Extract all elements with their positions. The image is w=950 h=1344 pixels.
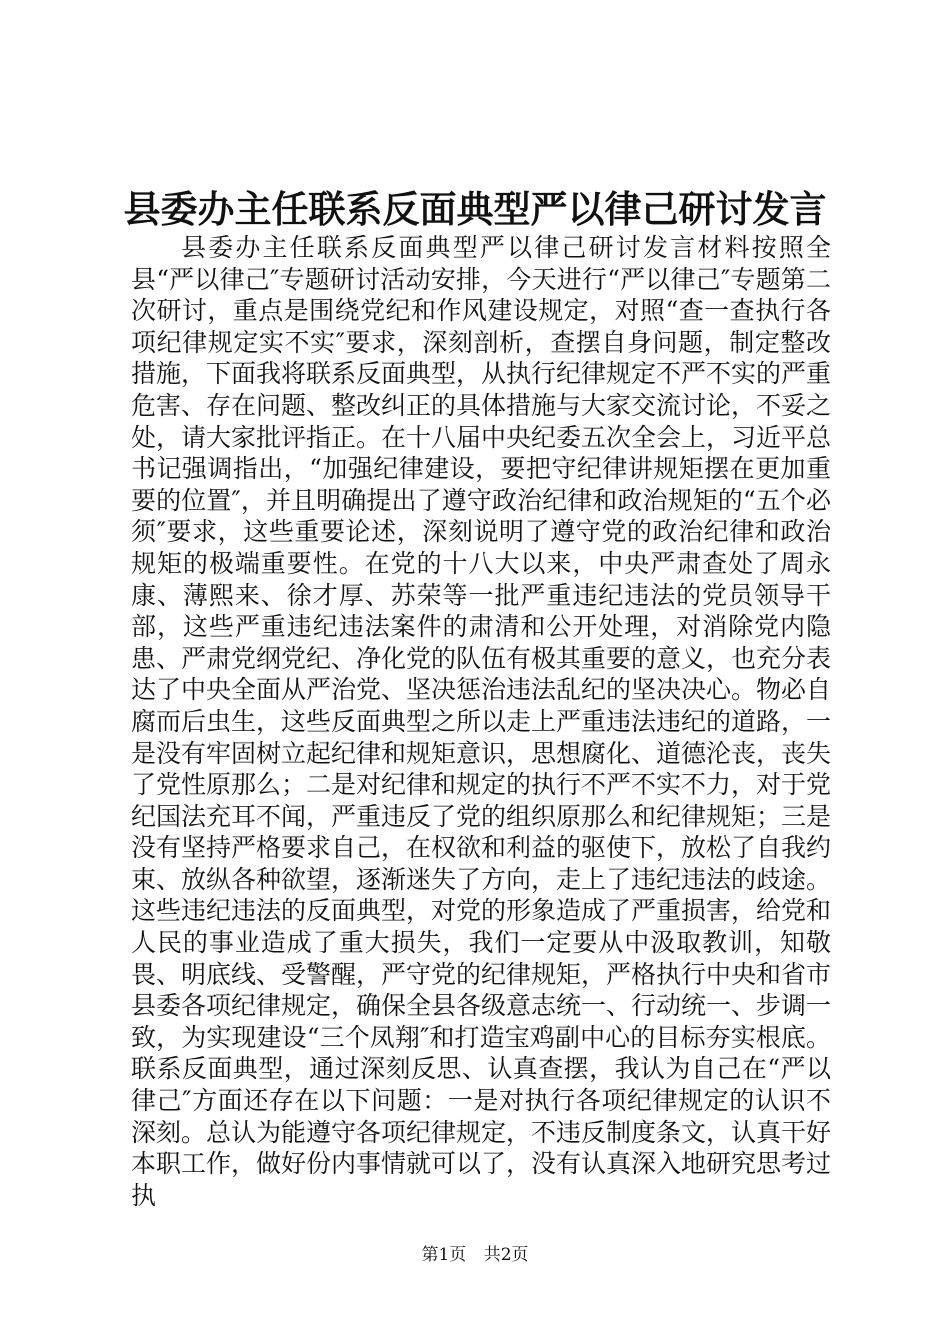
page-number: 第1页: [421, 1245, 467, 1265]
document-body: 县委办主任联系反面典型严以律己研讨发言材料按照全县“严以律己″专题研讨活动安排，今天进行“严以律己″专题第二次研讨，重点是围绕党纪和作风建设规定，对照“查一查执行各项纪律规定实不实″要求，深刻剖析，查摆自身问题，制定整改措施，下面我将联系反面典型，从执行纪律规定不严不实的严重危害、存在问题、整改纠正的具体措施与大家交流讨论，不妥之处，请大家批评指正。在十八届中央纪委五次全会上，习近平总书记强调指出，“加强纪律建设，要把守纪律讲规矩摆在更加重要的位置″，并且明确提出了遵守政治纪律和政治规矩的“五个必须″要求，这些重要论述，深刻说明了遵守党的政治纪律和政治规矩的极端重要性。在党的十八大以来，中央严肃查处了周永康、薄熙来、徐才厚、苏荣等一批严重违纪违法的党员领导干部，这些严重违纪违法案件的肃清和公开处理，对消除党内隐患、严肃党纲党纪、净化党的队伍有极其重要的意义，也充分表达了中央全面从严治党、坚决惩治违法乱纪的坚决决心。物必自腐而后虫生，这些反面典型之所以走上严重违法违纪的道路，一是没有牢固树立起纪律和规矩意识，思想腐化、道德沦丧，丧失了党性原那么；二是对纪律和规定的执行不严不实不力，对于党纪国法充耳不闻，严重违反了党的组织原那么和纪律规矩；三是没有坚持严格要求自己，在权欲和利益的驱使下，放松了自我约束、放纵各种欲望，逐渐迷失了方向，走上了违纪违法的歧途。这些违纪违法的反面典型，对党的形象造成了严重损害，给党和人民的事业造成了重大损失，我们一定要从中汲取教训，知敬畏、明底线、受警醒，严守党的纪律规矩，严格执行中央和省市县委各项纪律规定，确保全县各级意志统一、行动统一、步调一致，为实现建设“三个凤翔″和打造宝鸡副中心的目标夯实根底。联系反面典型，通过深刻反思、认真查摆，我认为自己在“严以律己″方面还存在以下问题：一是对执行各项纪律规定的认识不深刻。总认为能遵守各项纪律规定，不违反制度条文，认真干好本职工作，做好份内事情就可以了，没有认真深入地研究思考过执: [131, 233, 832, 1210]
page-footer: [0, 1243, 950, 1267]
document-title: 县委办主任联系反面典型严以律己研讨发言: [123, 188, 827, 231]
page-total: 共2页: [483, 1245, 529, 1265]
